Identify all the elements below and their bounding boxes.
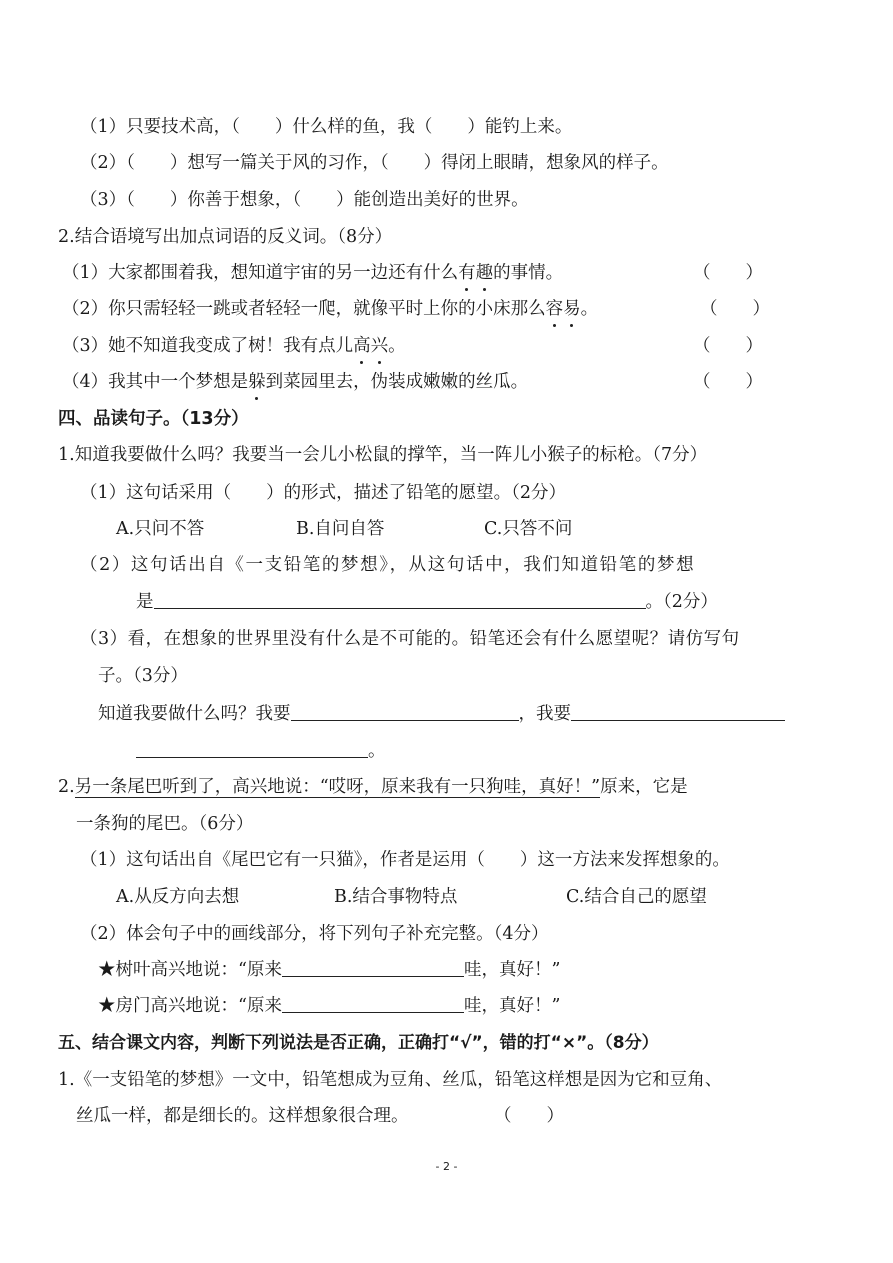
dotted-word (248, 372, 266, 392)
option-c: C.结合自己的愿望 (566, 887, 707, 907)
dotted-word (458, 263, 493, 283)
dotted-char: 容 (545, 299, 564, 319)
section-four-title: 四、品读句子。（13分） (58, 409, 249, 429)
section-five-title: 五、结合课文内容，判断下列说法是否正确，正确打“√”，错的打“×”。（8分） (58, 1033, 659, 1053)
section-four-q2-1: （1）这句话出自《尾巴它有一只猫》，作者是运用（ ）这一方法来发挥想象的。 (80, 850, 730, 870)
antonym-text: 。 (580, 299, 599, 319)
answer-blank[interactable] (136, 739, 368, 758)
antonym-item-1 (62, 261, 563, 285)
section-five-q1-line2: 丝瓜一样，都是细长的。这样想象很合理。 (76, 1106, 409, 1126)
answer-blank[interactable] (291, 702, 519, 721)
imitation-sentence (98, 702, 785, 726)
option-b: B.结合事物特点 (334, 887, 458, 907)
section-four-q2-line2: 一条狗的尾巴。（6分） (76, 814, 254, 834)
antonym-text: （1）大家都围着我，想知道宇宙的另一边还有什么 (62, 263, 459, 283)
star-item-suffix: 哇，真好！” (463, 996, 561, 1016)
dotted-char: 兴 (370, 336, 389, 356)
antonym-item-3 (62, 334, 406, 358)
section-five-q1: 1.《一支铅笔的梦想》一文中，铅笔想成为豆角、丝瓜，铅笔这样想是因为它和豆角、 (58, 1070, 723, 1090)
section-four-q2-2: （2）体会句子中的画线部分，将下列句子补充完整。（4分） (80, 924, 549, 944)
section-four-q1-1: （1）这句话采用（ ）的形式，描述了铅笔的愿望。（2分） (80, 483, 567, 503)
question-number: 2. (58, 777, 75, 797)
conjunction-item-2: （2）（ ）想写一篇关于风的习作，（ ）得闭上眼睛，想象风的样子。 (80, 153, 669, 173)
section-four-q1-3: （3）看，在想象的世界里没有什么是不可能的。铅笔还会有什么愿望呢？请仿写句 (80, 629, 740, 649)
imitation-prefix: 知道我要做什么吗？我要 (98, 704, 291, 724)
answer-paren: （ ） (693, 263, 763, 283)
answer-paren: （ ） (494, 1106, 564, 1126)
dotted-char: 躲 (248, 372, 266, 392)
answer-paren: （ ） (693, 372, 763, 392)
dotted-char: 趣 (475, 263, 494, 283)
section-four-q1-2: （2）这句话出自《一支铅笔的梦想》，从这句话中，我们知道铅笔的梦想 (80, 555, 696, 575)
imitation-suffix: 。 (368, 741, 386, 761)
imitation-mid: ，我要 (518, 704, 571, 724)
option-a: A.从反方向去想 (116, 887, 240, 907)
antonym-question-title: 2.结合语境写出加点词语的反义词。（8分） (58, 227, 393, 247)
antonym-text: （4）我其中一个梦想是 (62, 372, 249, 392)
answer-blank[interactable] (571, 702, 785, 721)
underlined-sentence: 另一条尾巴听到了，高兴地说：“哎呀，原来我有一只狗哇，真好！” (74, 777, 601, 797)
conjunction-item-1: （1）只要技术高，（ ）什么样的鱼，我（ ）能钓上来。 (80, 117, 573, 137)
antonym-item-4 (62, 370, 528, 394)
question-text: 原来，它是 (600, 777, 688, 797)
antonym-text: 的事情。 (493, 263, 564, 283)
imitation-sentence-line2 (136, 739, 386, 763)
dotted-char: 易 (563, 299, 581, 319)
conjunction-item-3: （3）（ ）你善于想象，（ ）能创造出美好的世界。 (80, 190, 529, 210)
answer-suffix: 。（2分） (645, 592, 718, 612)
option-c: C.只答不问 (484, 519, 573, 539)
star-item-suffix: 哇，真好！” (463, 960, 561, 980)
answer-blank[interactable] (282, 958, 464, 977)
answer-paren: （ ） (700, 299, 770, 319)
section-four-q2 (58, 775, 688, 799)
antonym-text: 到菜园里去，伪装成嫩嫩的丝瓜。 (265, 372, 529, 392)
answer-paren: （ ） (693, 336, 763, 356)
answer-blank[interactable] (154, 590, 646, 609)
star-item-2 (98, 994, 560, 1018)
antonym-text: （3）她不知道我变成了树！我有点儿 (62, 336, 354, 356)
page-number: - 2 - (435, 1160, 458, 1173)
section-four-q1: 1.知道我要做什么吗？我要当一会儿小松鼠的撑竿，当一阵儿小猴子的标枪。（7分） (58, 445, 708, 465)
dotted-char: 有 (458, 263, 476, 283)
antonym-item-2 (62, 297, 598, 321)
star-item-prefix: ★房门高兴地说：“原来 (98, 996, 282, 1016)
option-b: B.自问自答 (296, 519, 385, 539)
star-item-prefix: ★树叶高兴地说：“原来 (98, 960, 282, 980)
answer-prefix: 是 (136, 592, 154, 612)
dotted-word (353, 336, 388, 356)
dotted-word (546, 299, 581, 319)
dotted-char: 高 (353, 336, 371, 356)
answer-blank[interactable] (282, 994, 464, 1013)
section-four-q1-3-line2: 子。（3分） (98, 666, 188, 686)
option-a: A.只问不答 (116, 519, 205, 539)
section-four-q1-2-answer (136, 590, 718, 614)
star-item-1 (98, 958, 560, 982)
antonym-text: 。 (388, 336, 406, 356)
antonym-text: （2）你只需轻轻一跳或者轻轻一爬，就像平时上你的小床那么 (62, 299, 546, 319)
